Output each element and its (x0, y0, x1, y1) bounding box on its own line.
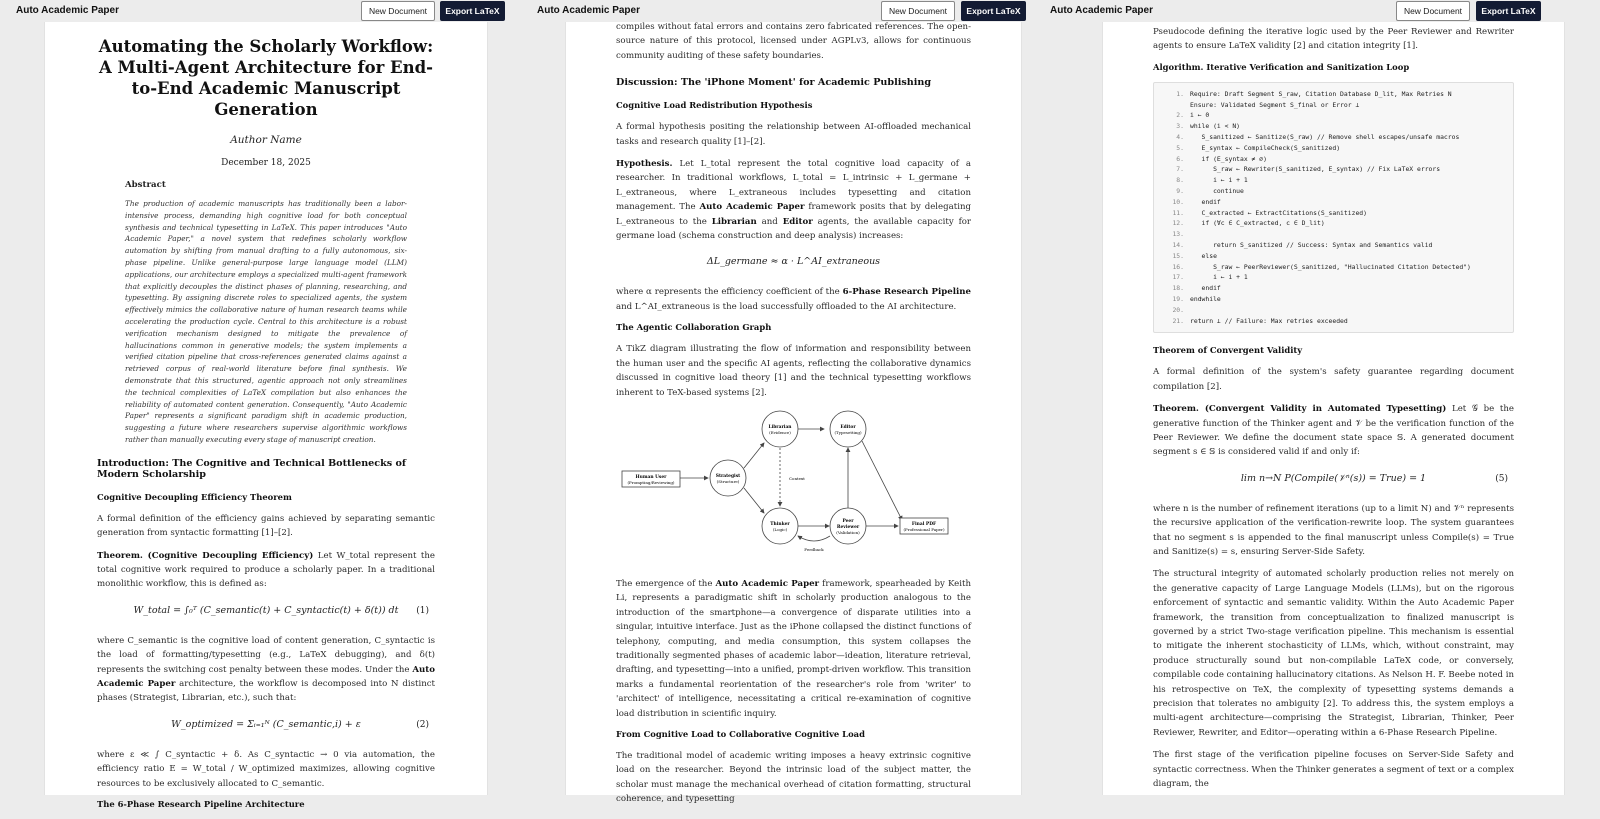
algorithm-line (1162, 132, 1505, 143)
diagram-svg (616, 408, 956, 563)
line-code: endwhile (1190, 294, 1221, 303)
algorithm-line (1162, 100, 1505, 111)
text-run: where α represents the efficiency coefficient of the (616, 287, 840, 298)
paper-date: December 18, 2025 (221, 158, 311, 168)
line-number: 9. (1176, 186, 1184, 195)
subsection-heading: The 6-Phase Research Pipeline Architecture (97, 799, 305, 810)
app-title: Auto Academic Paper (537, 5, 640, 16)
line-code: S_raw ← PeerReviewer(S_sanitized, "Hallucinated Citation Detected") (1190, 262, 1471, 271)
abstract-text: The production of academic manuscripts has traditionally been a labor-intensive process, demanding high cognitive load for both conceptual synthesis and technical typesetting in LaTeX. This paper introduces "Auto Academic Paper," a novel system that redefines scholarly workflow automation by shifting from manual drafting to a fully autonomous, six-phase pipeline. Unlike general-purpose large language model (LLM) applications, our architecture employs a specialized multi-agent framework that explicitly decouples the distinct phases of planning, researching, and typesetting. By assigning discrete roles to specialized agents, the system effectively mimics the collaborative nature of human research teams while accelerating the production cycle. Central to this architecture is a robust verification mechanism designed to mitigate the prevalence of hallucinations common in generative models; the system implements a verified citation pipeline that cross-references generated claims against a retrieved corpus of real-world literature before final synthesis. We demonstrate that this structured, agentic approach not only streamlines the technical complexities of LaTeX compilation but also enhances the reliability of automated content generation. Consequently, "Auto Academic Paper" represents a significant paradigm shift in academic production, suggesting a future where researchers supervise algorithmic workflows rather than manually executing every stage of manuscript creation. (125, 199, 407, 444)
paragraph: A formal hypothesis positing the relationship between AI-offloaded mechanical tasks and research quality [1]–[2]. (616, 122, 971, 147)
node-label: (Evidence) (769, 429, 791, 435)
algorithm-line (1162, 197, 1505, 208)
subsection-heading: Cognitive Load Redistribution Hypothesis (616, 100, 813, 111)
text-run: The emergence of the (616, 578, 713, 589)
line-number: 4. (1176, 133, 1184, 141)
algorithm-block (1153, 82, 1514, 334)
subsection-heading: Theorem of Convergent Validity (1153, 345, 1303, 356)
paragraph: A formal definition of the efficiency gains achieved by separating semantic generation from syntactic formatting [1]–[2]. (97, 513, 435, 539)
theorem-label: Theorem. (Cognitive Decoupling Efficiency) (97, 550, 314, 561)
paragraph (97, 634, 435, 706)
equation: ΔL_germane ≈ α · L^AI_extraneous (706, 256, 881, 268)
equation-number: (5) (1495, 473, 1508, 484)
line-code: continue (1190, 186, 1244, 195)
toolbar (1050, 0, 1600, 22)
line-number: 19. (1172, 294, 1184, 303)
paragraph (616, 285, 971, 314)
section-heading-discussion: Discussion: The 'iPhone Moment' for Academic Publishing (616, 77, 932, 89)
line-number: 18. (1172, 284, 1184, 293)
app-title: Auto Academic Paper (1050, 5, 1153, 16)
toolbar (0, 0, 525, 22)
new-document-button[interactable]: New Document (881, 1, 955, 21)
bold-run: Auto Academic Paper (715, 578, 820, 589)
paragraph: The structural integrity of automated scholarly production relies not merely on the generative capacity of Large Language Models (LLMs), but on the rigorous enforcement of syntactic and semantic validity. Within the Auto Academic Paper framework, the transition from conceptualization to finalized manuscript is governed by a strict Two-stage verification pipeline. This mechanism is essential to mitigate the inherent stochasticity of LLMs, which, without constraint, may produce structurally sound but non-compilable LaTeX code, or conversely, compilable code containing hallucinatory citations. As Nelson H. F. Beebe noted in his retrospective on TeX, the complexity of typesetting systems demands a precision that tolerates no ambiguity [2]. To address this, the system employs a multi-agent architecture—comprising the Strategist, Librarian, Thinker, Peer Reviewer, Rewriter, and Editor—operating within a 6-Phase Research Pipeline. (1153, 569, 1514, 738)
line-code: S_sanitized ← Sanitize(S_raw) // Remove shell escapes/unsafe macros (1190, 133, 1460, 141)
section-heading-introduction: Introduction: The Cognitive and Technical Bottlenecks of Modern Scholarship (97, 457, 407, 480)
paragraph (616, 577, 971, 721)
line-code: S_raw ← Rewriter(S_sanitized, E_syntax) // Fix LaTeX errors (1190, 165, 1441, 174)
theorem-text: Let W_total represent the total cognitive work required to produce a scholarly paper. In a traditional monolithic workflow, this is defined as: (97, 550, 435, 590)
paragraph: where n is the number of refinement iterations (up to a limit N) and 𝒱ⁿ represents the recursive application of the verification-rewrite loop. The system guarantees that no segment s is appended to the final manuscript unless Compile(s) = True and Sanitize(s) = s, ensuring Server-Side Safety. (1153, 503, 1514, 557)
line-code: endif (1190, 284, 1221, 293)
algorithm-line (1162, 186, 1505, 197)
node-label: Editor (840, 424, 856, 430)
algorithm-line (1162, 154, 1505, 165)
algorithm-line (1162, 143, 1505, 154)
line-number: 3. (1176, 122, 1184, 131)
algorithm-line (1162, 251, 1505, 262)
paragraph: The traditional model of academic writing imposes a heavy extrinsic cognitive load on the researcher. Beyond the intrinsic load of the subject matter, the scholar must manage the mechanical overhead of citation formatting, structural coherence, and typesetting (616, 750, 971, 805)
document-page (565, 22, 1022, 805)
line-code: i ← i + 1 (1190, 273, 1248, 282)
algorithm-line (1162, 110, 1505, 121)
line-number: 14. (1172, 240, 1184, 249)
text-run: where C_semantic is the cognitive load of content generation, C_syntactic is the load of formatting/typesetting (e.g., LaTeX debugging), and δ(t) represents the switching cost penalty between these modes. Under the (97, 635, 435, 675)
line-number: 17. (1172, 273, 1184, 282)
line-number: 21. (1172, 316, 1184, 325)
node-label: (Structure) (716, 478, 740, 484)
text-run: architecture, the workflow is decomposed into N distinct phases (Strategist, Librarian, etc.), such that: (97, 678, 435, 704)
algorithm-line (1162, 89, 1505, 100)
node-label: (Validation) (836, 529, 860, 535)
equation-number: (1) (416, 605, 429, 616)
line-code: i ← i + 1 (1190, 176, 1248, 185)
line-code: if (∀c ∈ C_extracted, c ∈ D_lit) (1190, 219, 1325, 228)
algorithm-line (1162, 305, 1505, 316)
line-number: 10. (1172, 197, 1184, 206)
algorithm-line (1162, 218, 1505, 229)
window-panel-2 (525, 0, 1050, 805)
algorithm-line (1162, 316, 1505, 327)
bold-run: Editor (782, 216, 813, 227)
new-document-button[interactable]: New Document (361, 1, 435, 21)
bold-run: Auto Academic Paper (97, 664, 436, 689)
document-page (44, 22, 488, 810)
text-run: agents, the available capacity for germane load (schema construction and deep analysis) increases: (616, 216, 972, 242)
equation-body: W_optimized = Σᵢ₌₁ᴺ (C_semantic,i) + ε (171, 718, 361, 730)
new-document-button[interactable]: New Document (1396, 1, 1470, 21)
node-label: Thinker (770, 521, 790, 527)
line-number: 8. (1176, 176, 1184, 185)
line-number: 15. (1172, 251, 1184, 260)
equation-1 (97, 600, 435, 622)
node-label: Reviewer (836, 524, 860, 530)
algorithm-line (1162, 121, 1505, 132)
theorem-label: Theorem. (Convergent Validity in Automated Typesetting) (1153, 404, 1447, 415)
algorithm-line (1162, 164, 1505, 175)
line-code: while (i < N) (1190, 122, 1241, 131)
algorithm-line (1162, 229, 1505, 240)
text-run: framework posits that by delegating L_extraneous to the (616, 202, 971, 227)
edge (744, 488, 764, 513)
line-code: else (1190, 251, 1217, 260)
node-label: (Prompting/Reviewing) (627, 479, 675, 485)
export-latex-button[interactable]: Export LaTeX (961, 1, 1026, 21)
node-label: Librarian (768, 424, 792, 430)
window-panel-3 (1050, 0, 1600, 795)
equation-body: W_total = ∫₀ᵀ (C_semantic(t) + C_syntactic(t) + δ(t)) dt (133, 604, 399, 616)
bold-run: 6-Phase Research Pipeline (842, 287, 972, 298)
bold-run: Auto Academic Paper (699, 202, 805, 213)
document-page (1102, 22, 1565, 795)
algorithm-line (1162, 175, 1505, 186)
export-latex-button[interactable]: Export LaTeX (1476, 1, 1541, 21)
agentic-collaboration-diagram (616, 408, 971, 563)
feedback-edge (798, 536, 830, 541)
node-label: (Typesetting) (834, 429, 862, 435)
paragraph: Pseudocode defining the iterative logic used by the Peer Reviewer and Rewriter agents to ensure LaTeX validity [2] and citation integrity [1]. (1153, 27, 1514, 52)
algorithm-line (1162, 294, 1505, 305)
export-latex-button[interactable]: Export LaTeX (440, 1, 505, 21)
line-number: 7. (1176, 165, 1184, 174)
line-number: 2. (1176, 111, 1184, 120)
algorithm-line (1162, 262, 1505, 273)
node-label: Human User (635, 474, 667, 480)
line-number: 5. (1176, 143, 1184, 152)
paragraph: compiles without fatal errors and contains zero fabricated references. The open-source nature of this protocol, licensed under AGPLv3, allows for continuous community auditing of these safety boundaries. (616, 22, 971, 61)
paragraph: where ε ≪ ∫ C_syntactic + δ. As C_syntactic → 0 via automation, the efficiency ratio E = W_total / W_optimized maximizes, allowing cognitive resources to be exclusively allocated to C_semantic. (97, 749, 435, 789)
algorithm-line (1162, 272, 1505, 283)
edge-label-feedback: Feedback (804, 546, 824, 552)
app-title: Auto Academic Paper (16, 5, 119, 16)
paper-title: Automating the Scholarly Workflow: A Multi-Agent Architecture for End-to-End Academic Manuscript Generation (98, 37, 434, 119)
subsection-heading: Cognitive Decoupling Efficiency Theorem (97, 491, 292, 502)
line-code: if (E_syntax ≠ ∅) (1190, 154, 1267, 163)
line-number: 16. (1172, 262, 1184, 271)
line-number: 13. (1172, 230, 1184, 239)
theorem (97, 549, 435, 592)
line-number: 12. (1172, 219, 1184, 228)
line-code: Require: Draft Segment S_raw, Citation Database D_lit, Max Retries N (1190, 89, 1452, 98)
line-code: endif (1190, 197, 1221, 206)
line-code: i ← 0 (1190, 111, 1210, 120)
paragraph: A TikZ diagram illustrating the flow of information and responsibility between the human user and the specific AI agents, reflecting the collaborative dynamics discussed in cognitive load theory [1] and the technical typesetting workflows inherent to TeX-based systems [2]. (616, 344, 971, 398)
line-number: 20. (1172, 305, 1184, 314)
line-number: 1. (1176, 89, 1184, 98)
edge (744, 443, 764, 468)
equation-5 (1153, 468, 1514, 490)
toolbar (525, 0, 1050, 22)
algorithm-line (1162, 283, 1505, 294)
line-code: return S_sanitized // Success: Syntax and Semantics valid (1190, 240, 1433, 249)
line-code: C_extracted ← ExtractCitations(S_sanitized) (1190, 208, 1367, 217)
subsection-heading: From Cognitive Load to Collaborative Cognitive Load (616, 728, 865, 739)
bold-run: Librarian (711, 216, 757, 227)
edge-label-context: Context (789, 475, 805, 481)
hypothesis (616, 157, 971, 243)
text-run: Let L_total represent the total cognitive load capacity of a researcher. In traditional workflows, L_total = L_intrinsic + L_germane + L_extraneous, where L_extraneous includes typesetting and citation management. The (616, 159, 972, 213)
equation-body: lim n→N P(Compile(𝒱ⁿ(s)) = True) = 1 (1240, 472, 1427, 484)
author-name: Author Name (230, 134, 302, 146)
text-run: framework, spearheaded by Keith Li, represents a paradigmatic shift in scholarly production analogous to the introduction of the smartphone—a convergence of disparate utilities into a singular, intuitive interface. Just as the iPhone collapsed the distinct functions of telephony, computing, and media consumption, this system collapses the traditionally segmented phases of academic labor—ideation, literature retrieval, drafting, and typesetting—into a unified, prompt-driven workflow. This transition marks a fundamental reorientation of the researcher's role from 'writer' to 'architect' of intelligence, necessitating a critical re-examination of cognitive load distribution in scientific inquiry. (616, 578, 971, 719)
node-label: (Logic) (772, 526, 788, 532)
window-panel-1 (0, 0, 525, 810)
hypothesis-label: Hypothesis. (616, 159, 673, 170)
equation-number: (2) (416, 719, 429, 730)
line-number: 11. (1172, 208, 1184, 217)
theorem-text: Let 𝒢 be the generative function of the Thinker agent and 𝒱 be the verification function of the Peer Reviewer. We define the document state space 𝕊. A generated document segment s ∈ 𝕊 is considered valid if and only if: (1153, 404, 1514, 458)
node-label: Peer (842, 518, 854, 524)
text-run: and (761, 216, 778, 227)
line-code: Ensure: Validated Segment S_final or Error ⊥ (1190, 100, 1360, 109)
edge (862, 441, 902, 520)
subsection-heading: The Agentic Collaboration Graph (616, 322, 772, 333)
equation-2 (97, 714, 435, 736)
node-label: Final PDF (911, 521, 937, 527)
paragraph: The first stage of the verification pipeline focuses on Server-Side Safety and syntactic correctness. When the Thinker generates a segment of text or a complex diagram, the (1153, 750, 1514, 790)
paragraph: A formal definition of the system's safety guarantee regarding document compilation [2]. (1153, 367, 1514, 392)
line-code: E_syntax ← CompileCheck(S_sanitized) (1190, 143, 1341, 152)
line-code: return ⊥ // Failure: Max retries exceeded (1190, 316, 1348, 325)
node-label: Strategist (715, 473, 741, 479)
algorithm-line (1162, 240, 1505, 251)
line-number: 6. (1176, 154, 1184, 163)
algorithm-heading: Algorithm. Iterative Verification and Sanitization Loop (1153, 61, 1410, 72)
algorithm-line (1162, 208, 1505, 219)
abstract-heading: Abstract (125, 180, 166, 190)
text-run: and L^AI_extraneous is the load successfully offloaded to the AI architecture. (616, 301, 957, 312)
theorem (1153, 402, 1514, 460)
node-label: (Professional Paper) (903, 526, 945, 532)
